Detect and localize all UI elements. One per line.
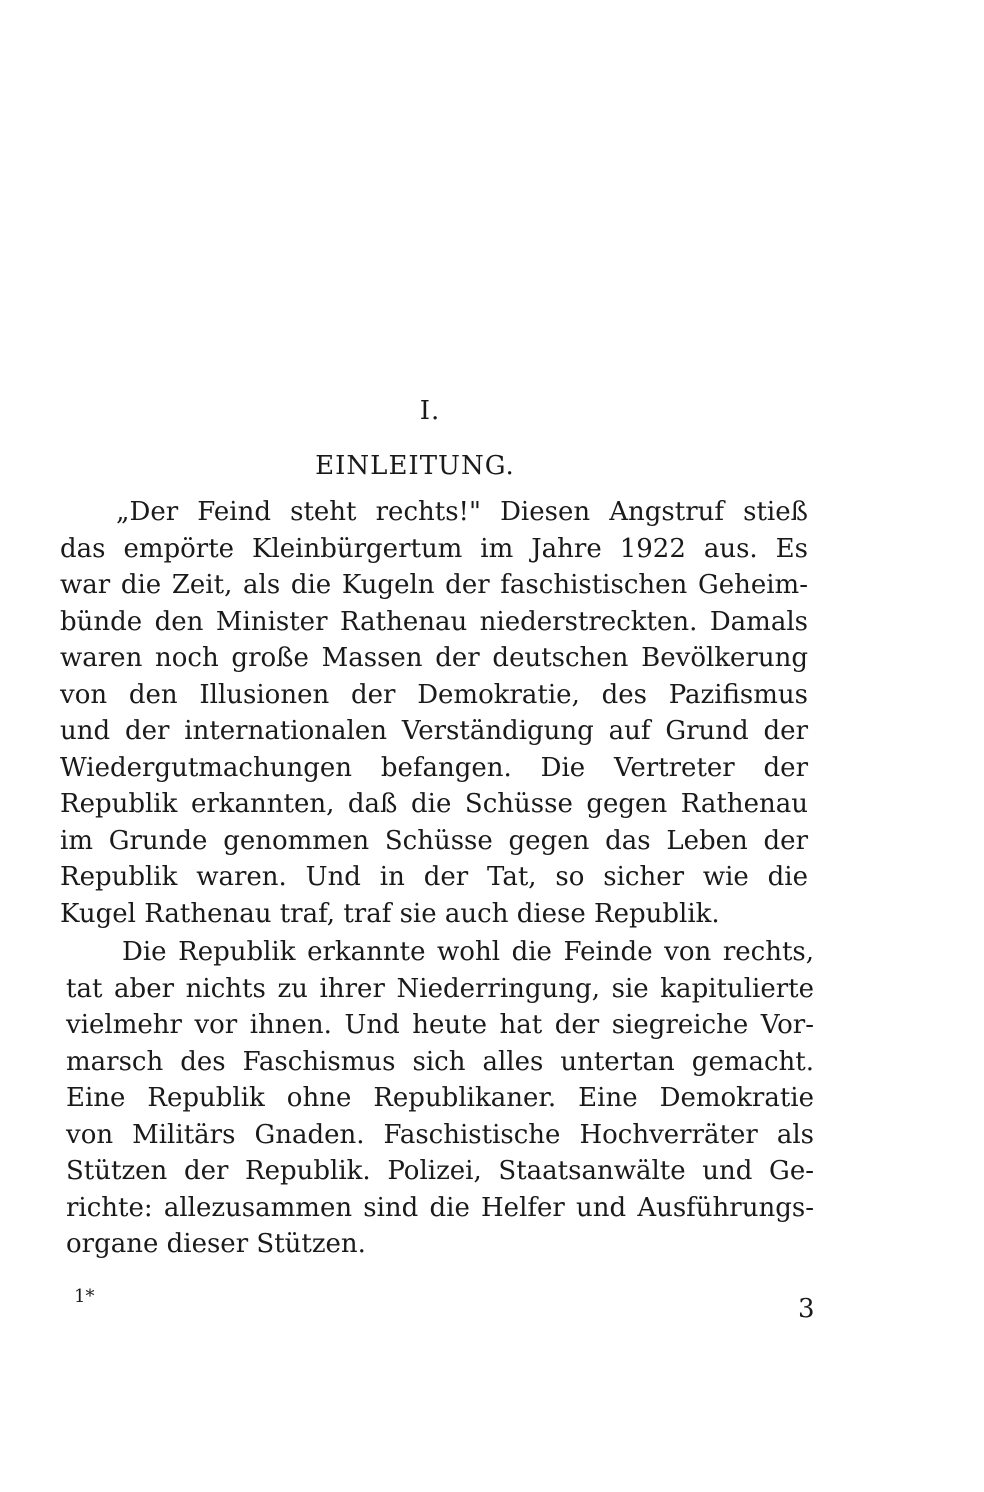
- text-line: Kugel Rathenau traf, traf sie auch diese Republik.: [60, 898, 720, 929]
- text-line: Die Republik erkannte wohl die Feinde von rechts,: [122, 937, 814, 967]
- text-line: organe dieser Stützen.: [66, 1229, 366, 1259]
- text-line: richte: allezusammen sind die Helfer und Ausführungs-: [66, 1192, 814, 1223]
- text-line: marsch des Faschismus sich alles untertan gemacht.: [66, 1046, 814, 1077]
- text-line: von Militärs Gnaden. Faschistische Hochverräter als: [66, 1119, 814, 1150]
- text-line: bünde den Minister Rathenau niederstreckten. Damals: [60, 606, 808, 637]
- text-line: „Der Feind steht rechts!" Diesen Angstruf stieß: [116, 497, 808, 527]
- paragraph-2: [66, 934, 814, 1263]
- page-number: 3: [798, 1294, 815, 1324]
- text-line: Wiedergutmachungen befangen. Die Vertreter der: [60, 752, 808, 783]
- text-line: Republik waren. Und in der Tat, so sicher wie die: [60, 862, 808, 892]
- text-line: das empörte Kleinbürgertum im Jahre 1922 aus. Es: [60, 533, 808, 564]
- text-line: waren noch große Massen der deutschen Bevölkerung: [60, 643, 808, 673]
- text-line: und der internationalen Verständigung auf Grund der: [60, 716, 808, 746]
- text-line: Eine Republik ohne Republikaner. Eine Demokratie: [66, 1083, 814, 1113]
- text-line: Republik erkannten, daß die Schüsse gegen Rathenau: [60, 789, 808, 819]
- text-line: Stützen der Republik. Polizei, Staatsanwälte und Ge-: [66, 1156, 814, 1186]
- chapter-number: I.: [419, 396, 441, 426]
- text-line: vielmehr vor ihnen. Und heute hat der siegreiche Vor-: [66, 1010, 814, 1040]
- paragraph-1: [60, 494, 808, 932]
- text-line: von den Illusionen der Demokratie, des Pazifismus: [60, 679, 808, 710]
- signature-mark: 1*: [74, 1286, 95, 1307]
- chapter-title: EINLEITUNG.: [315, 451, 515, 481]
- text-line: im Grunde genommen Schüsse gegen das Leben der: [60, 825, 808, 856]
- text-line: tat aber nichts zu ihrer Niederringung, sie kapitulierte: [66, 973, 814, 1004]
- text-line: war die Zeit, als die Kugeln der faschistischen Geheim-: [60, 570, 808, 600]
